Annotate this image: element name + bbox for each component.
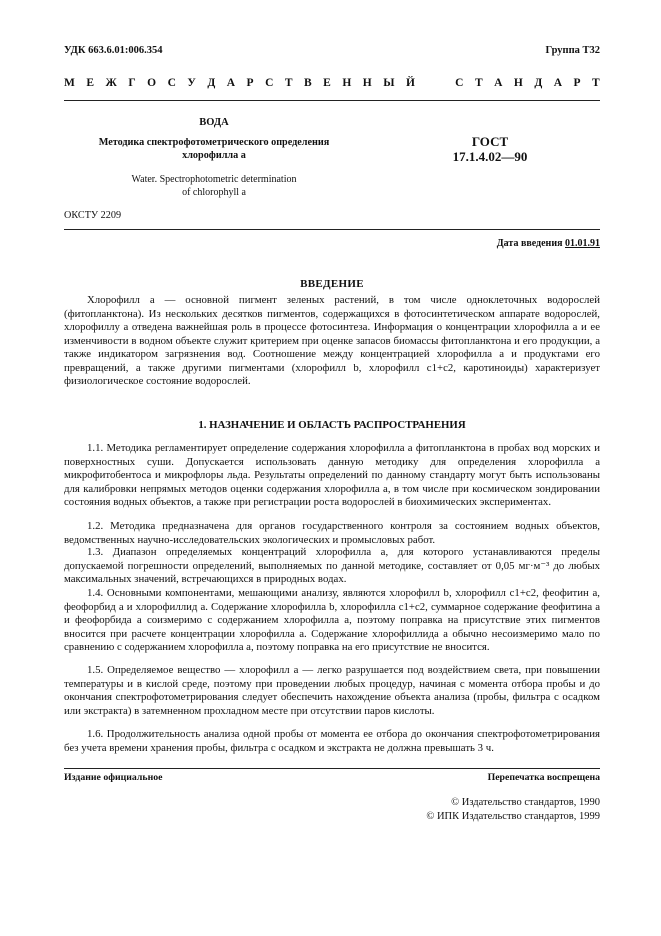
introduction-date: [380, 238, 600, 249]
banner-letter: Г: [128, 77, 136, 89]
paragraph-1-4: 1.4. Основными компонентами, мешающими анализу, являются хлорофилл b, хлорофилл c1+c2, феофитин a, феофорбид a и хлорофиллид a. Содержание хлорофилла b, хлорофилла c1+c2, суммарное содержание феофитина a и феофорбида a соизмеримо с содержанием хлорофилла a, поэтому поправка на присутствие этих пигментов вносится при расчете концентрации хлорофилла a. Содержание хлорофиллида a обычно несоизмеримо мало по сравнению с содержанием хлорофилла a, поэтому поправка на его присутствие не вносится.: [64, 587, 600, 653]
banner-letter: А: [226, 77, 236, 89]
footer-rule: [64, 768, 600, 769]
doc-title: ВОДА: [199, 117, 229, 128]
group-code: Группа Т32: [545, 45, 600, 56]
official-edition: Издание официальное: [64, 772, 163, 783]
paragraph-1-3: 1.3. Диапазон определяемых концентраций хлорофилла a, для которого устанавливаются пределы допускаемой погрешности определений, выполняемых по данной методике, составляет от 0,05 мг·м⁻³ до любых максимальных значений, встречающихся в природных водах.: [64, 546, 600, 585]
interstate-standard-banner: [64, 77, 600, 89]
english-title-line2: of chlorophyll a: [182, 186, 246, 198]
banner-letter: Е: [86, 77, 95, 89]
copyright-line1: © Издательство стандартов, 1990: [451, 797, 600, 808]
introduction-heading: ВВЕДЕНИЕ: [300, 278, 364, 290]
introduction-date-label: Дата введения: [496, 238, 563, 249]
paragraph-1-2: 1.2. Методика предназначена для органов государственного контроля за состоянием водных объектов, ведомственных научно-исследовательских экологических и промысловых работ.: [64, 520, 600, 546]
banner-letter: С: [265, 77, 274, 89]
gost-number: 17.1.4.02—90: [452, 149, 528, 164]
banner-letter: Р: [573, 77, 581, 89]
banner-gap: [426, 77, 429, 89]
doc-subtitle: [64, 137, 364, 162]
title-rule: [64, 229, 600, 230]
banner-letter: Д: [207, 77, 216, 89]
banner-letter: Ы: [383, 77, 395, 89]
reprint-prohibited: Перепечатка воспрещена: [487, 772, 600, 783]
banner-letter: Д: [534, 77, 543, 89]
doc-subtitle-line2: хлорофилла a: [182, 149, 246, 161]
banner-letter: Н: [342, 77, 352, 89]
banner-letter: А: [494, 77, 503, 89]
english-title-line1: Water. Spectrophotometric determination: [131, 174, 297, 185]
paragraph-1-5: 1.5. Определяемое вещество — хлорофилл a — легко разрушается под воздействием света, при повышении температуры и в кислой среде, поэтому при проведении любых процедур, начиная с момента отбора пробы и до окончания спектрофотометрирования следует обеспечить нахождение объекта анализа (пробы, фильтра с осадком или экстракта) в затемненном прохладном месте при отсутствии паров кислоты.: [64, 664, 600, 717]
okstu-code: ОКСТУ 2209: [64, 210, 122, 221]
banner-rule: [64, 100, 600, 101]
english-title: [64, 174, 364, 199]
banner-letter: Ж: [105, 77, 117, 89]
paragraph-1-1: 1.1. Методика регламентирует определение содержания хлорофилла a фитопланктона в пробах вод морских и поверхностных суши. Допускается использовать данную методику для определения хлорофилла a микрофитобентоса и микрофлоры льда. Результаты определений по данному стандарту могут быть использованы для калибровки непрямых методов оценки содержания хлорофилла a, в том числе при космическом зондировании состояния водных объектов, а также при регистрации роста водорослей в биохимических экспериментах.: [64, 442, 600, 508]
banner-letter: В: [304, 77, 312, 89]
doc-subtitle-line1: Методика спектрофотометрического определения: [98, 137, 330, 148]
banner-letter: С: [455, 77, 464, 89]
gost-designation: [430, 134, 550, 164]
copyright-block: [300, 796, 600, 823]
banner-letter: А: [553, 77, 563, 89]
banner-letter: Р: [246, 77, 254, 89]
banner-gap: [441, 77, 444, 89]
section1-heading: 1. НАЗНАЧЕНИЕ И ОБЛАСТЬ РАСПРОСТРАНЕНИЯ: [198, 419, 466, 431]
banner-letter: Н: [362, 77, 372, 89]
banner-letter: У: [187, 77, 196, 89]
copyright-line2: © ИПК Издательство стандартов, 1999: [426, 810, 600, 822]
introduction-date-value: 01.01.91: [565, 238, 600, 249]
banner-letter: Й: [405, 77, 415, 89]
banner-letter: Т: [474, 77, 483, 89]
banner-letter: Т: [284, 77, 293, 89]
banner-letter: Е: [323, 77, 331, 89]
banner-letter: М: [64, 77, 75, 89]
udk-code: УДК 663.6.01:006.354: [64, 45, 163, 56]
banner-letter: О: [147, 77, 157, 89]
paragraph-1-6: 1.6. Продолжительность анализа одной пробы от момента ее отбора до окончания спектрофотометрирования без учета времени хранения пробы, фильтра с осадком и экстракта не должна превышать 3 ч.: [64, 728, 600, 754]
gost-label: ГОСТ: [471, 134, 509, 149]
banner-letter: Т: [592, 77, 600, 89]
introduction-paragraph: Хлорофилл a — основной пигмент зеленых растений, в том числе одноклеточных водорослей (фитопланктона). Из нескольких десятков пигментов, содержащихся в фотосинтетическом аппарате водорослей, хлорофиллу a отведена важнейшая роль в процессе фотосинтеза. Информация о концентрации хлорофилла a и ее изменчивости в водном объекте служит критерием при оценке запасов биомассы фитопланктона и его продукции, а также индикатором загрязнения вод. Соотношение между концентрацией хлорофилла a и продуктами его превращений, а также другими пигментами (хлорофилл b, хлорофилл c1+c2, каротиноиды) характеризует физиологическое состояние водорослей.: [64, 294, 600, 387]
banner-letter: Н: [513, 77, 523, 89]
banner-letter: С: [167, 77, 176, 89]
